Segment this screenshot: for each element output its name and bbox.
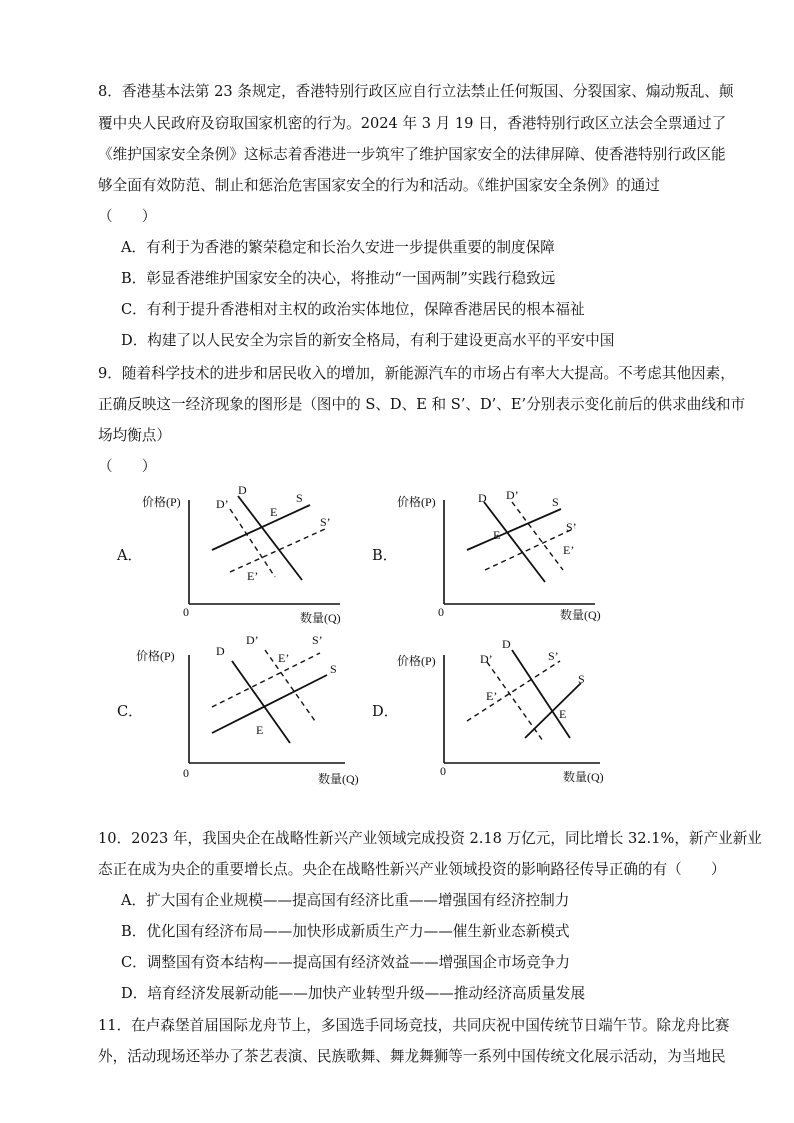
label-s: S: [578, 672, 585, 686]
supply-curve-s-prime: [467, 661, 560, 721]
q8-option-a[interactable]: A．有利于为香港的繁荣稳定和长治久安进一步提供重要的制度保障: [121, 239, 555, 256]
demand-curve-d-prime: [230, 509, 275, 577]
label-e-prime: E’: [247, 569, 259, 583]
demand-curve-d: [484, 502, 545, 582]
x-axis-label: 数量(Q): [563, 770, 604, 784]
q8-stem-line: 8．香港基本法第 23 条规定，香港特别行政区应自行立法禁止任何叛国、分裂国家、煽动叛乱、颠: [98, 83, 734, 100]
label-e: E: [270, 505, 278, 519]
label-e: E: [256, 723, 264, 737]
supply-curve-s: [525, 683, 581, 738]
y-axis-label: 价格(P): [397, 495, 436, 509]
graph-c: [136, 633, 370, 793]
q10-option-b[interactable]: B．优化国有经济布局——加快形成新质生产力——催生新业态新模式: [121, 923, 570, 940]
label-e-prime: E’: [486, 689, 498, 703]
label-d-prime: D’: [246, 633, 259, 647]
y-axis-label: 价格(P): [142, 495, 181, 509]
origin-label: 0: [440, 764, 446, 778]
q8-option-c[interactable]: C．有利于提升香港相对主权的政治实体地位，保障香港居民的根本福祉: [121, 301, 585, 318]
label-s-prime: S’: [312, 633, 323, 647]
q9-stem-line: 9．随着科学技术的进步和居民收入的增加，新能源汽车的市场占有率大大提高。不考虑其他因素，: [98, 365, 735, 382]
origin-label: 0: [438, 605, 444, 619]
supply-curve-s: [212, 675, 327, 733]
x-axis-label: 数量(Q): [300, 611, 341, 625]
label-s-prime: S’: [320, 515, 331, 529]
q9-option-b-label[interactable]: B．: [372, 547, 398, 564]
q8-option-d[interactable]: D．构建了以人民安全为宗旨的新安全格局，有利于建设更高水平的平安中国: [121, 332, 615, 349]
label-e-prime: E’: [278, 651, 290, 665]
q9-option-c-label[interactable]: C．: [117, 703, 143, 720]
q8-stem-line: 《维护国家安全条例》这标志着香港进一步筑牢了维护国家安全的法律屏障、使香港特别行政区能: [98, 146, 726, 163]
y-axis-label: 价格(P): [136, 649, 175, 663]
origin-label: 0: [183, 605, 189, 619]
graph-b: [395, 482, 625, 632]
label-d-prime: D’: [216, 497, 229, 511]
graph-a: [140, 482, 370, 632]
graph-d: [395, 633, 625, 793]
q10-option-d[interactable]: D．培育经济发展新动能——加快产业转型升级——推动经济高质量发展: [121, 985, 586, 1002]
demand-curve-d: [512, 650, 570, 738]
label-d: D: [478, 491, 487, 505]
origin-label: 0: [183, 766, 189, 780]
q11-stem-line: 11．在卢森堡首届国际龙舟节上，多国选手同场竞技，共同庆祝中国传统节日端午节。除龙舟比赛: [98, 1017, 730, 1034]
q10-option-c[interactable]: C．调整国有资本结构——提高国有经济效益——增强国企市场竞争力: [121, 954, 570, 971]
label-d-prime: D’: [480, 652, 493, 666]
supply-curve-s: [212, 505, 310, 550]
q9-answer-blank: （ ）: [98, 458, 157, 475]
q8-stem-line: 覆中央人民政府及窃取国家机密的行为。2024 年 3 月 19 日，香港特别行政区立法会全票通过了: [98, 115, 727, 132]
q10-option-a[interactable]: A．扩大国有企业规模——提高国有经济比重——增强国有经济控制力: [121, 892, 570, 909]
q8-stem-line: 够全面有效防范、制止和惩治危害国家安全的行为和活动。《维护国家安全条例》的通过: [98, 177, 660, 194]
label-d-prime: D’: [506, 488, 519, 502]
label-d: D: [216, 644, 225, 658]
label-e: E: [493, 528, 501, 542]
q9-stem-line: 正确反映这一经济现象的图形是（图中的 S、D、E 和 S’、D’、E’分别表示变化前后的供求曲线和市: [98, 396, 746, 413]
q9-option-a-label[interactable]: A．: [117, 547, 143, 564]
label-e-prime: E’: [563, 543, 575, 557]
q9-option-d-label[interactable]: D．: [372, 703, 399, 720]
label-d: D: [502, 637, 511, 651]
q8-answer-blank: （ ）: [98, 208, 157, 225]
supply-curve-s-prime: [212, 653, 320, 707]
label-s-prime: S’: [548, 649, 559, 663]
label-s: S: [552, 495, 559, 509]
q10-stem-line: 态正在成为央企的重要增长点。央企在战略性新兴产业领域投资的影响路径传导正确的有（ ）: [98, 861, 726, 878]
label-s: S: [296, 491, 303, 505]
q11-stem-line: 外，活动现场还举办了茶艺表演、民族歌舞、舞龙舞狮等一系列中国传统文化展示活动，为当地民: [98, 1048, 726, 1065]
supply-curve-s: [467, 509, 561, 550]
q8-option-b[interactable]: B．彰显香港维护国家安全的决心，将推动“一国两制”实践行稳致远: [121, 270, 556, 287]
label-d: D: [238, 483, 247, 497]
q10-stem-line: 10．2023 年，我国央企在战略性新兴产业领域完成投资 2.18 万亿元，同比增长 32.1%，新产业新业: [98, 830, 762, 847]
q9-stem-line: 场均衡点）: [98, 427, 171, 444]
x-axis-label: 数量(Q): [560, 608, 601, 622]
label-e: E: [559, 707, 567, 721]
label-s: S: [330, 662, 337, 676]
x-axis-label: 数量(Q): [318, 772, 359, 786]
label-s-prime: S’: [566, 520, 577, 534]
y-axis-label: 价格(P): [397, 654, 436, 668]
